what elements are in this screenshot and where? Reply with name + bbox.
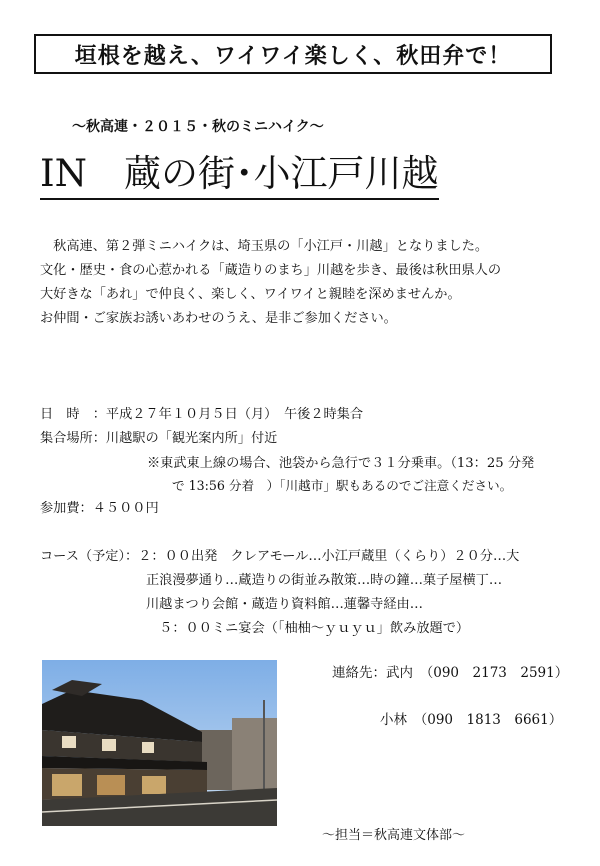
fee-row: 参加費：４５００円	[40, 501, 159, 516]
contact-takeuchi: 連絡先：武内 （090 2173 2591）	[332, 665, 569, 681]
kawagoe-warehouse-photo	[42, 660, 277, 826]
course-line: 正浪漫夢通り…蔵造りの街並み散策…時の鐘…菓子屋横丁…	[146, 573, 503, 588]
train-note-line: で 13:56 分着 ）「川越市」駅もあるのでご注意ください。	[172, 478, 513, 493]
organizer-footer: 〜担当＝秋高連文体部〜	[322, 828, 466, 843]
slogan-text: 垣根を越え、ワイワイ楽しく、秋田弁で！	[74, 43, 512, 69]
intro-line: 大好きな「あれ」で仲良く、楽しく、ワイワイと親睦を深めませんか。	[40, 287, 461, 302]
intro-paragraph	[40, 235, 570, 331]
slogan-banner	[34, 34, 552, 74]
event-subtitle: 〜秋高連・２０１５・秋のミニハイク〜	[72, 119, 324, 135]
intro-line: 文化・歴史・食の心惹かれる「蔵造りのまち」川越を歩き、最後は秋田県人の	[40, 263, 502, 278]
meeting-place-row: 集合場所：川越駅の「観光案内所」付近	[40, 431, 278, 446]
course-line: コース（予定）：２：００出発 クレアモール…小江戸蔵里（くらり）２０分…大	[40, 549, 520, 564]
date-row: 日 時 ：平成２７年１０月５日（月） 午後２時集合	[40, 407, 364, 422]
train-note-line: ※東武東上線の場合、池袋から急行で３１分乗車。（13：25 分発	[147, 456, 535, 471]
event-title: IN 蔵の街･小江戸川越	[40, 152, 439, 200]
course-line: ５：００ミニ宴会（「柚柚〜ｙｕｙｕ」飲み放題で）	[146, 621, 470, 636]
contact-kobayashi: 小林 （090 1813 6661）	[380, 712, 563, 728]
intro-line: お仲間・ご家族お誘いあわせのうえ、是非ご参加ください。	[40, 311, 397, 326]
street-scene-illustration	[42, 660, 277, 826]
intro-line: 秋高連、第２弾ミニハイクは、埼玉県の「小江戸・川越」となりました。	[40, 239, 489, 254]
course-line: 川越まつり会館・蔵造り資料館…蓮馨寺経由…	[146, 597, 423, 612]
